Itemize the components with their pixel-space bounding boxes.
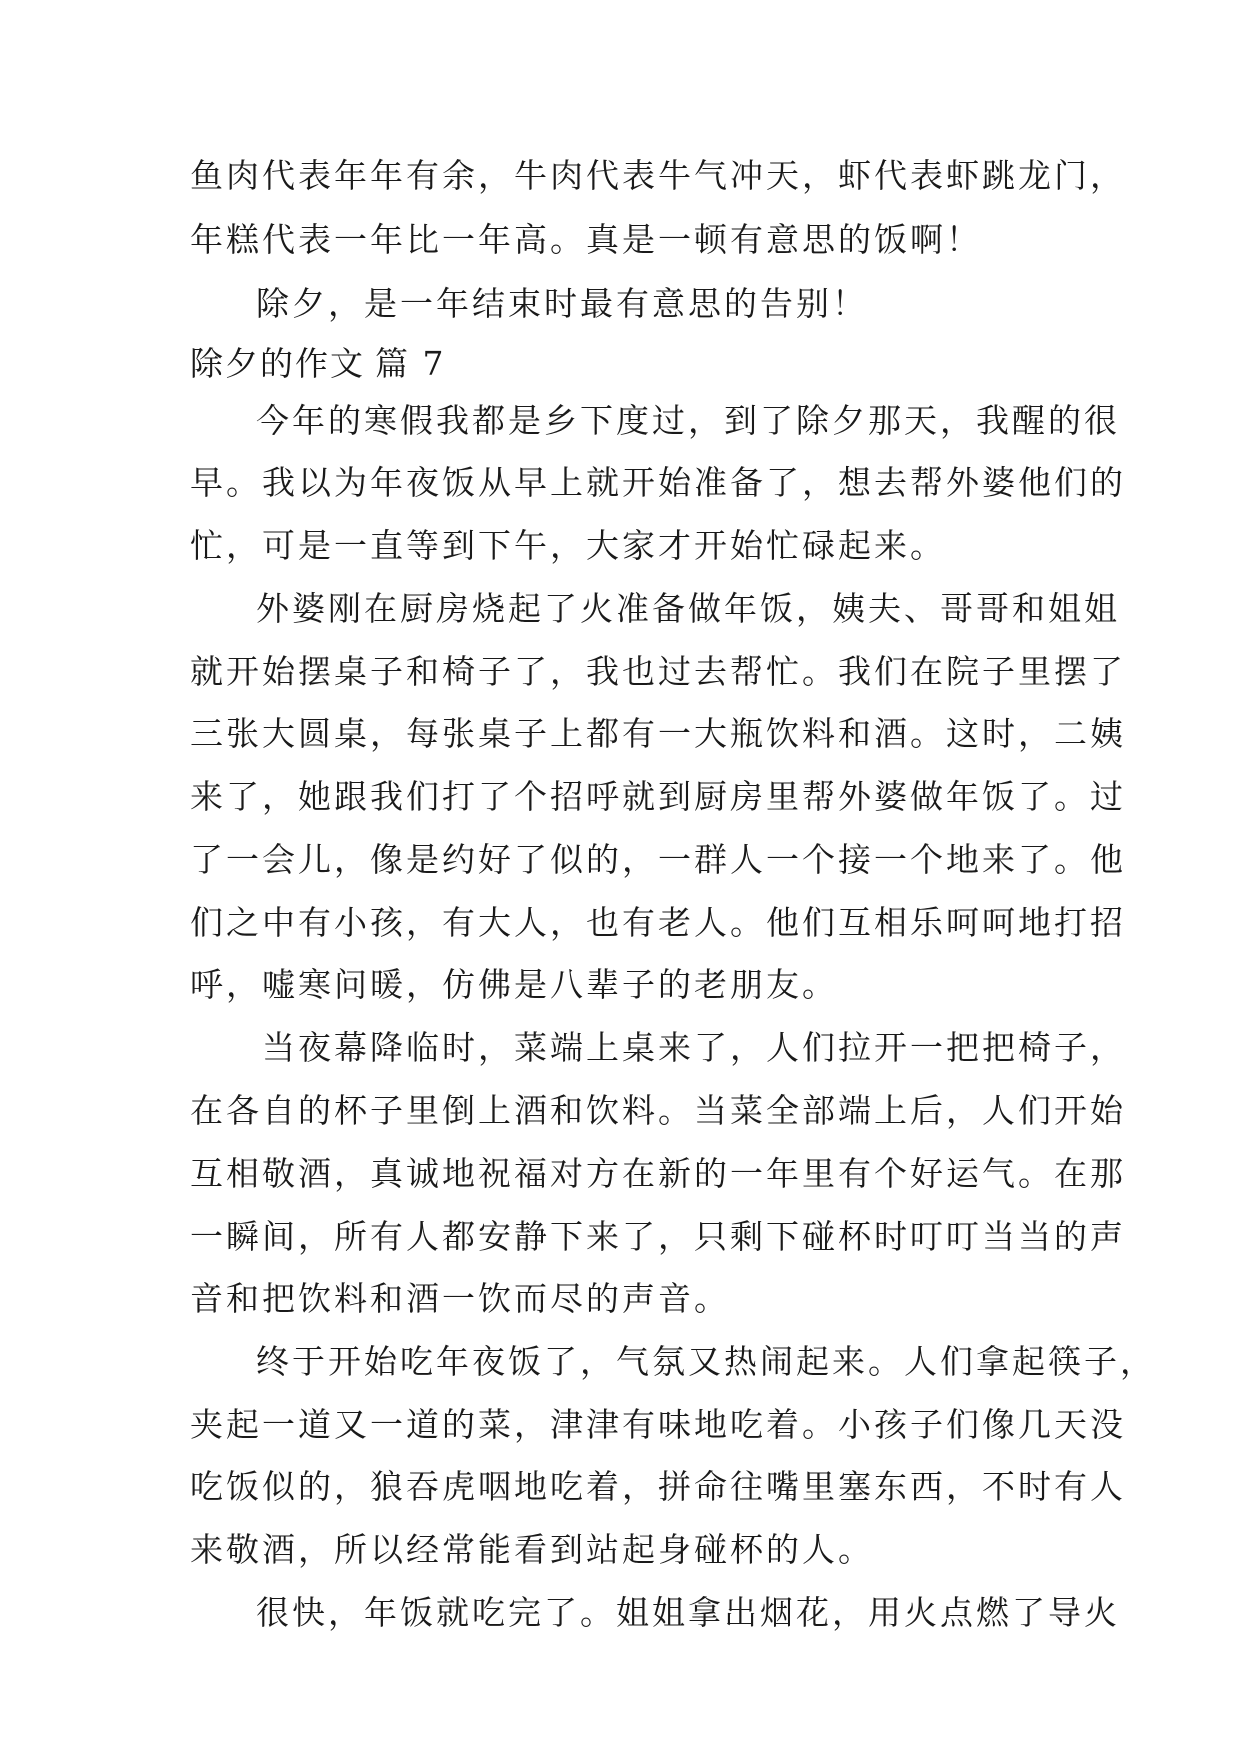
- paragraph-line: 音和把饮料和酒一饮而尽的声音。: [190, 1279, 730, 1318]
- paragraph-line: 鱼肉代表年年有余，牛肉代表牛气冲天，虾代表虾跳龙门，: [190, 156, 1126, 195]
- paragraph-line: 外婆刚在厨房烧起了火准备做年饭，姨夫、哥哥和姐姐: [256, 589, 1120, 628]
- paragraph-line: 来敬酒，所以经常能看到站起身碰杯的人。: [190, 1530, 874, 1569]
- paragraph-line: 三张大圆桌，每张桌子上都有一大瓶饮料和酒。这时，二姨: [190, 714, 1126, 753]
- paragraph-line: 夹起一道又一道的菜，津津有味地吃着。小孩子们像几天没: [190, 1405, 1126, 1444]
- paragraph-line: 除夕，是一年结束时最有意思的告别！: [256, 284, 868, 323]
- paragraph-line: 忙，可是一直等到下午，大家才开始忙碌起来。: [190, 526, 946, 565]
- heading-section-number: 篇 7: [375, 344, 446, 383]
- paragraph-line: 很快，年饭就吃完了。姐姐拿出烟花，用火点燃了导火: [256, 1593, 1120, 1632]
- paragraph-line: 终于开始吃年夜饭了，气氛又热闹起来。人们拿起筷子，: [256, 1342, 1156, 1381]
- paragraph-line: 呼，嘘寒问暖，仿佛是八辈子的老朋友。: [190, 965, 838, 1004]
- paragraph-line: 年糕代表一年比一年高。真是一顿有意思的饭啊！: [190, 220, 982, 259]
- paragraph-line: 们之中有小孩，有大人，也有老人。他们互相乐呵呵地打招: [190, 903, 1126, 942]
- paragraph-line: 吃饭似的，狼吞虎咽地吃着，拼命往嘴里塞东西，不时有人: [190, 1467, 1126, 1506]
- paragraph-line: 今年的寒假我都是乡下度过，到了除夕那天，我醒的很: [256, 401, 1120, 440]
- paragraph-line: 了一会儿，像是约好了似的，一群人一个接一个地来了。他: [190, 840, 1126, 879]
- paragraph-line: 当夜幕降临时，菜端上桌来了，人们拉开一把把椅子，: [262, 1028, 1126, 1067]
- paragraph-line: 一瞬间，所有人都安静下来了，只剩下碰杯时叮叮当当的声: [190, 1217, 1126, 1256]
- paragraph-line: 在各自的杯子里倒上酒和饮料。当菜全部端上后，人们开始: [190, 1091, 1126, 1130]
- section-heading: [190, 339, 446, 389]
- paragraph-line: 就开始摆桌子和椅子了，我也过去帮忙。我们在院子里摆了: [190, 652, 1126, 691]
- paragraph-line: 互相敬酒，真诚地祝福对方在新的一年里有个好运气。在那: [190, 1154, 1126, 1193]
- paragraph-line: 来了，她跟我们打了个招呼就到厨房里帮外婆做年饭了。过: [190, 777, 1126, 816]
- paragraph-line: 早。我以为年夜饭从早上就开始准备了，想去帮外婆他们的: [190, 463, 1126, 502]
- heading-title: 除夕的作文: [190, 344, 365, 383]
